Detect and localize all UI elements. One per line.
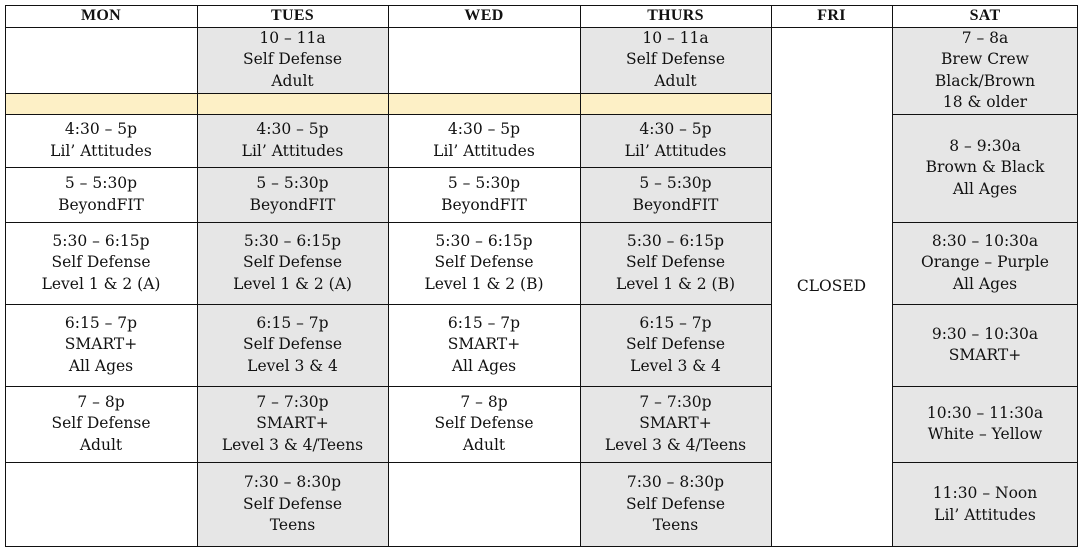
tues-class-730 [197,462,388,547]
mon-class-615 [5,304,197,386]
class-time: 5 – 5:30p [256,174,329,192]
wed-class-7pm [388,386,580,462]
mon-class-530 [5,222,197,304]
class-time: 4:30 – 5p [639,120,712,138]
thurs-class-730 [580,462,771,547]
header-fri: FRI [817,7,846,25]
class-name: Lil’ Attitudes [433,141,535,160]
wed-class-5pm [388,167,580,222]
class-name: SMART+ [948,346,1022,364]
grid-line [388,5,389,547]
class-time: 10 – 11a [642,28,709,47]
sat-class-7am [892,27,1078,114]
tues-class-430 [197,114,388,167]
class-time: 5 – 5:30p [639,174,712,192]
grid-line [892,304,1078,305]
class-time: 7 – 7:30p [256,392,329,411]
grid-line [5,114,771,115]
thurs-class-530 [580,222,771,304]
class-name: Self Defense [625,50,726,69]
grid-line [580,5,581,547]
class-name: BeyondFIT [632,195,719,214]
mon-morning-empty [5,27,197,93]
tues-class-5pm [197,167,388,222]
class-level: Level 3 & 4/Teens [221,435,364,454]
thurs-class-615 [580,304,771,386]
class-name: Self Defense [625,335,726,354]
class-name: Self Defense [242,494,343,513]
header-wed: WED [464,7,504,25]
sat-class-1030 [892,386,1078,462]
tues-class-615 [197,304,388,386]
header-mon: MON [80,7,121,25]
class-level: Adult [79,435,123,454]
thurs-class-5pm [580,167,771,222]
header-tues: TUES [271,7,314,25]
grid-line [892,386,1078,387]
class-name: BeyondFIT [441,195,527,214]
mon-late-empty [5,462,197,547]
class-level: Black/Brown [934,71,1036,90]
grid-line [5,167,771,168]
tues-class-7pm [197,386,388,462]
grid-line [771,5,772,547]
class-time: 5:30 – 6:15p [52,231,150,250]
class-time: 7 – 8p [460,392,508,411]
class-level: Teens [652,516,699,535]
grid-line [892,5,893,547]
header-sat: SAT [969,7,1001,25]
sat-class-1130 [892,462,1078,547]
class-level: Adult [654,71,697,90]
grid-line [5,93,771,94]
grid-line [5,5,1078,6]
class-time: 7 – 8a [961,28,1009,47]
grid-line [892,222,1078,223]
wed-class-615 [388,304,580,386]
class-level: All Ages [952,179,1018,198]
class-name: SMART+ [639,414,712,433]
thurs-class-430 [580,114,771,167]
class-time: 5 – 5:30p [64,174,138,192]
class-time: 7 – 8p [77,392,125,411]
class-name: Self Defense [51,253,151,272]
class-name: Self Defense [434,414,534,433]
class-name: White – Yellow [927,425,1043,443]
class-name: Self Defense [242,253,343,272]
class-time: 10:30 – 11:30a [926,403,1044,422]
class-name: BeyondFIT [58,195,144,214]
grid-line [5,386,771,387]
class-name: BeyondFIT [249,195,336,214]
class-level: Level 3 & 4 [630,356,721,375]
class-time: 6:15 – 7p [64,313,138,332]
class-time: 4:30 – 5p [447,120,521,138]
class-level: Adult [271,71,314,90]
class-name: SMART+ [64,335,138,354]
grid-line [5,5,6,547]
class-age: 18 & older [942,93,1028,111]
wed-late-empty [388,462,580,547]
class-time: 5 – 5:30p [447,174,521,192]
thurs-class-7pm [580,386,771,462]
class-time: 5:30 – 6:15p [626,231,725,250]
grid-line [1077,5,1078,547]
class-level: Level 1 & 2 (B) [615,274,736,293]
class-name: Self Defense [242,50,343,69]
class-time: 4:30 – 5p [256,120,329,138]
class-level: Level 1 & 2 (A) [41,274,161,293]
class-time: 7 – 7:30p [639,392,712,411]
class-name: Brown & Black [925,158,1045,177]
grid-line [5,304,771,305]
class-level: Teens [269,516,316,535]
class-name: SMART+ [256,414,329,433]
class-time: 6:15 – 7p [447,313,521,332]
class-name: Self Defense [434,253,534,272]
fri-closed-cell [771,27,892,547]
tues-class-10am [197,27,388,93]
class-schedule-table [5,5,1078,547]
grid-line [5,462,771,463]
grid-line [5,27,1078,28]
grid-line [892,462,1078,463]
thurs-class-10am [580,27,771,93]
class-level: All Ages [451,356,517,375]
class-level: All Ages [68,356,134,375]
class-name: Lil’ Attitudes [624,141,727,160]
closed-label: CLOSED [796,277,867,296]
mon-class-7pm [5,386,197,462]
tues-class-530 [197,222,388,304]
class-time: 8 – 9:30a [949,136,1021,155]
class-time: 10 – 11a [259,28,326,47]
class-level: Adult [462,435,506,454]
class-time: 6:15 – 7p [256,313,329,332]
class-name: Brew Crew [941,50,1029,68]
class-level: Level 1 & 2 (A) [233,274,352,293]
class-level: All Ages [952,274,1018,293]
grid-line [5,546,1078,547]
class-name: Orange – Purple [921,253,1049,272]
header-thurs: THURS [647,7,704,25]
class-time: 7:30 – 8:30p [626,473,725,492]
mon-class-5pm [5,167,197,222]
class-level: Level 1 & 2 (B) [424,274,544,293]
class-time: 11:30 – Noon [932,484,1038,502]
class-name: Lil’ Attitudes [50,141,152,160]
class-time: 6:15 – 7p [639,313,712,332]
class-time: 7:30 – 8:30p [243,473,342,492]
class-time: 5:30 – 6:15p [435,231,533,250]
class-name: Self Defense [51,414,151,433]
class-time: 4:30 – 5p [64,120,138,138]
grid-line [5,222,771,223]
class-level: Level 3 & 4 [247,356,338,375]
grid-line [197,5,198,547]
class-name: Lil’ Attitudes [241,141,344,160]
class-time: 5:30 – 6:15p [243,231,342,250]
mon-class-430 [5,114,197,167]
class-time: 9:30 – 10:30a [931,324,1039,343]
wed-class-530 [388,222,580,304]
class-name: Self Defense [625,253,726,272]
class-name: Lil’ Attitudes [934,505,1036,524]
grid-line [892,114,1078,115]
class-time: 8:30 – 10:30a [931,231,1039,250]
sat-class-8am [892,114,1078,222]
class-name: Self Defense [625,494,726,513]
class-name: Self Defense [242,335,343,354]
sat-class-830 [892,222,1078,304]
class-name: SMART+ [447,335,521,354]
sat-class-930 [892,304,1078,386]
class-level: Level 3 & 4/Teens [604,435,747,454]
wed-class-430 [388,114,580,167]
wed-morning-empty [388,27,580,93]
